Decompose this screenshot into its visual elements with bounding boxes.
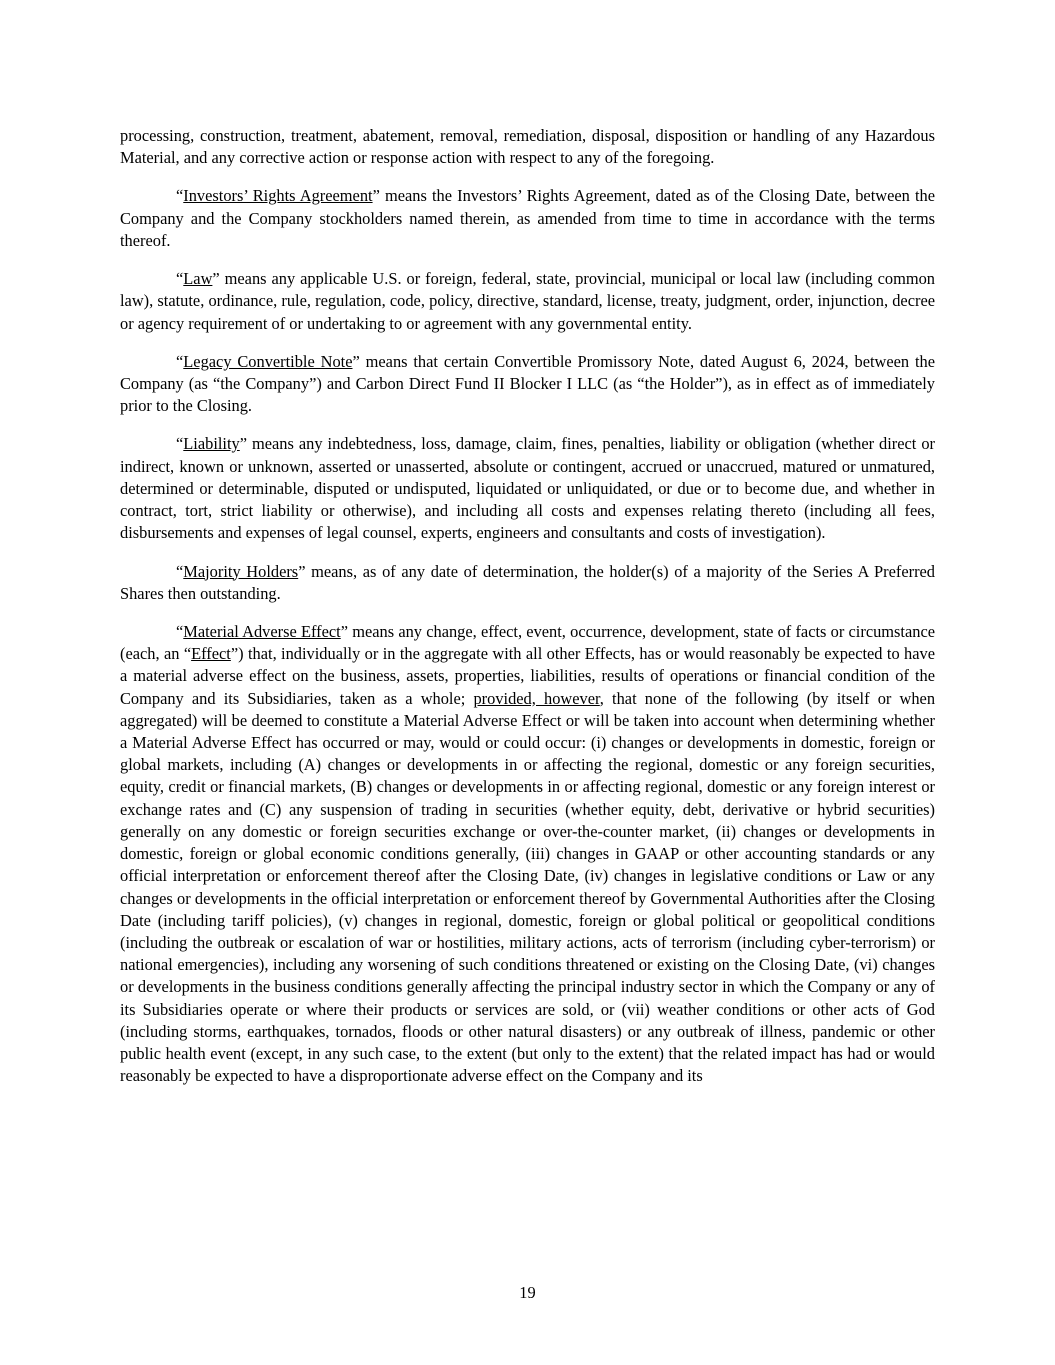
defined-term: provided, however bbox=[473, 688, 600, 708]
defined-term: Liability bbox=[183, 434, 240, 454]
defined-term: Material Adverse Effect bbox=[183, 621, 341, 641]
para-material-adverse-effect: “Material Adverse Effect” means any change, effect, event, occurrence, development, state of facts or circumstance (each, an “Effect”) that, individually or in the aggregate with all other Effects, has or would reasonably be expected to have a material adverse effect on the business, assets, properties, liabilities, results of operations or financial condition of the Company and its Subsidiaries, taken as a whole; provided, however, that none of the following (by itself or when aggregated) will be deemed to constitute a Material Adverse Effect or will be taken into account when determining whether a Material Adverse Effect has occurred or may, would or could occur: (i) changes or developments in domestic, foreign or global markets, including (A) changes or developments in or affecting the regional, domestic or any foreign securities, equity, credit or financial markets, (B) changes or developments in or affecting regional, domestic or any foreign interest or exchange rates and (C) any suspension of trading in securities (whether equity, debt, derivative or hybrid securities) generally on any domestic or foreign securities exchange or over-the-counter market, (ii) changes or developments in domestic, foreign or global economic conditions generally, (iii) changes in GAAP or other accounting standards or any official interpretation or enforcement thereof after the Closing Date, (iv) changes in legislative conditions or Law or any changes or developments in the official interpretation or enforcement thereof by Governmental Authorities after the Closing Date (including tariff policies), (v) changes in regional, domestic, foreign or global political or geopolitical conditions (including the outbreak or escalation of war or hostilities, military actions, acts of terrorism (including cyber-terrorism) or national emergencies), including any worsening of such conditions threatened or existing on the Closing Date, (vi) changes or developments in the business conditions generally affecting the principal industry sector in which the Company or any of its Subsidiaries operate or where their products or services are sold, or (vii) weather conditions or other acts of God (including storms, earthquakes, tornados, floods or other natural disasters) or any outbreak of illness, pandemic or other public health event (except, in any such case, to the extent (but only to the extent) that the related impact has had or would reasonably be expected to have a disproportionate adverse effect on the Company and its bbox=[120, 621, 936, 1086]
page-number-footer: 19 bbox=[519, 1283, 536, 1302]
para-investors-rights-agreement: “Investors’ Rights Agreement” means the Investors’ Rights Agreement, dated as of the Closing Date, between the Company and the Company stockholders named therein, as amended from time to time in accordance with the terms thereof. bbox=[120, 186, 935, 250]
document-body bbox=[120, 125, 935, 1088]
defined-term: Investors’ Rights Agreement bbox=[183, 186, 373, 206]
defined-term: Majority Holders bbox=[183, 561, 299, 581]
para-hazardous-continuation: processing, construction, treatment, abatement, removal, remediation, disposal, disposition or handling of any Hazardous Material, and any corrective action or response action with respect to any of the foregoing. bbox=[120, 126, 935, 168]
para-majority-holders: “Majority Holders” means, as of any date of determination, the holder(s) of a majority of the Series A Preferred Shares then outstanding. bbox=[120, 561, 936, 603]
defined-term: Law bbox=[183, 269, 213, 289]
defined-term: Legacy Convertible Note bbox=[183, 351, 353, 371]
para-legacy-convertible-note: “Legacy Convertible Note” means that certain Convertible Promissory Note, dated August 6, 2024, between the Company (as “the Company”) and Carbon Direct Fund II Blocker I LLC (as “the Holder”), as in effect as of immediately prior to the Closing. bbox=[120, 351, 935, 416]
para-law: “Law” means any applicable U.S. or foreign, federal, state, provincial, municipal or local law (including common law), statute, ordinance, rule, regulation, code, policy, directive, standard, license, treaty, judgment, order, injunction, decree or agency requirement of or undertaking to or agreement with any governmental entity. bbox=[120, 269, 935, 333]
para-liability: “Liability” means any indebtedness, loss, damage, claim, fines, penalties, liability or obligation (whether direct or indirect, known or unknown, asserted or unasserted, absolute or contingent, accrued or unaccrued, matured or unmatured, determined or determinable, disputed or undisputed, liquidated or unliquidated, or due or to become due, and whether in contract, tort, strict liability or otherwise), and including all costs and expenses relating thereto (including all fees, disbursements and expenses of legal counsel, experts, engineers and consultants and costs of investigation). bbox=[120, 434, 935, 543]
defined-term: Effect bbox=[191, 644, 231, 664]
